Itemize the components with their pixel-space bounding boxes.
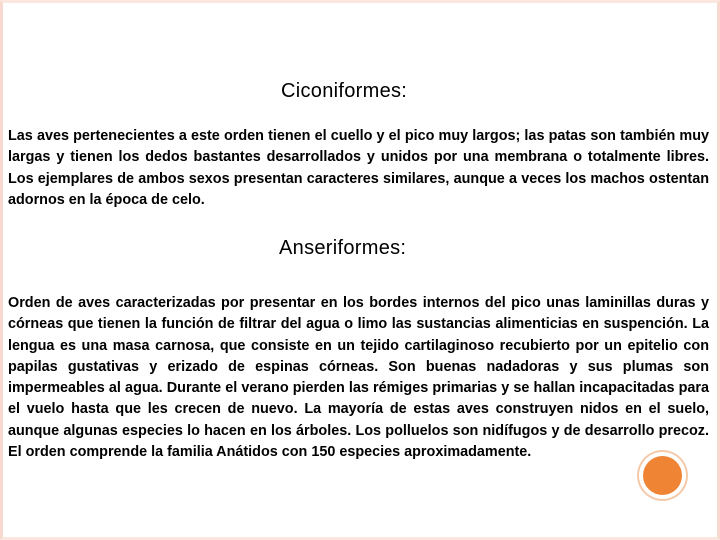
section-body-ciconiformes: Las aves pertenecientes a este orden tienen el cuello y el pico muy largos; las patas son también muy largas y tienen los dedos bastantes desarrollados y unidos por una membrana o totalmente libres. Los ejemplares de ambos sexos presentan caracteres similares, aunque a veces los machos ostentan adornos en la época de celo.	[8, 128, 709, 208]
section-heading-anseriformes: Anseriformes:	[279, 237, 407, 259]
section-heading-ciconiformes: Ciconiformes:	[281, 80, 408, 102]
section-body-anseriformes: Orden de aves caracterizadas por presentar en los bordes internos del pico unas laminillas duras y córneas que tienen la función de filtrar del agua o limo las sustancias alimenticias en suspención. La lengua es una masa carnosa, que consiste en un tejido cartilaginoso recubierto por un epitelio con papilas gustativas y erizado de espinas córneas. Son buenas nadadoras y sus plumas son impermeables al agua. Durante el verano pierden las rémiges primarias y se hallan incapacitadas para el vuelo hasta que les crecen de nuevo. La mayoría de estas aves construyen nidos en el suelo, aunque algunas especies lo hacen en los árboles. Los polluelos son nidífugos y de desarrollo precoz. El orden comprende la familia Anátidos con 150 especies aproximadamente.	[8, 295, 709, 461]
